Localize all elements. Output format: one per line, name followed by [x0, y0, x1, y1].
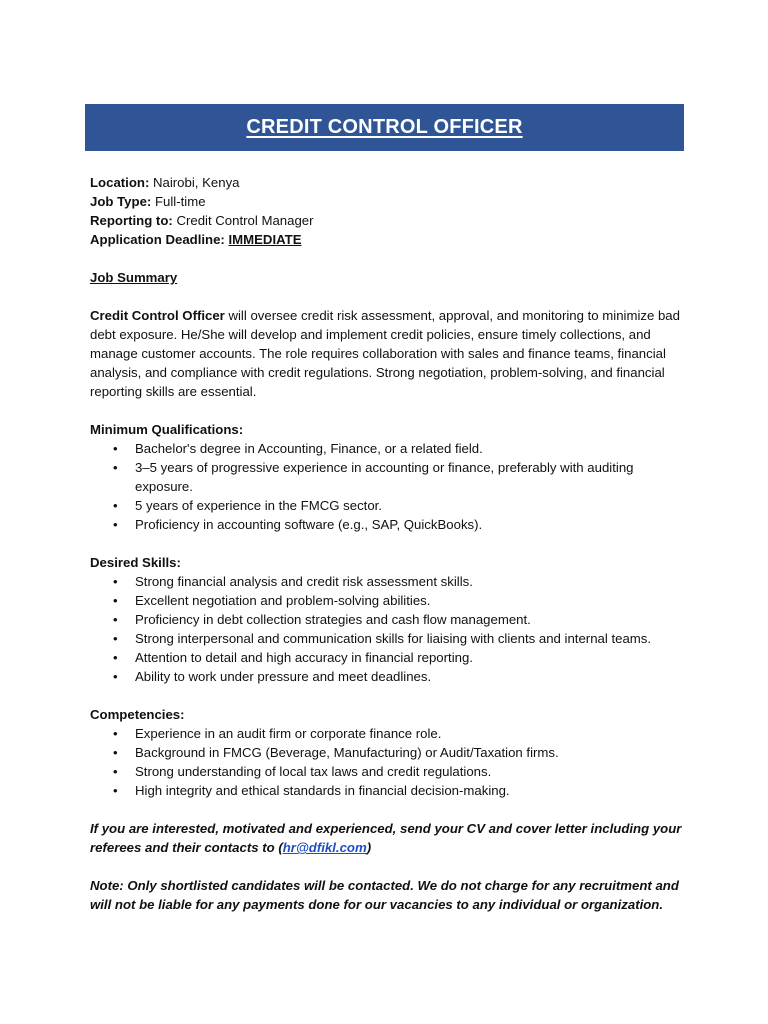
list-item: • 3–5 years of progressive experience in accounting or finance, preferably with auditing exposure. [90, 458, 690, 496]
list-item: • Experience in an audit firm or corporate finance role. [90, 724, 690, 743]
email-link[interactable]: hr@dfikl.com [282, 840, 367, 855]
list-item: • Strong interpersonal and communication skills for liaising with clients and internal teams. [90, 629, 690, 648]
list-item: • Bachelor's degree in Accounting, Finance, or a related field. [90, 439, 690, 458]
competencies-heading: Competencies: [90, 707, 185, 722]
list-item: • 5 years of experience in the FMCG sector. [90, 496, 690, 515]
list-item: • Strong understanding of local tax laws and credit regulations. [90, 762, 690, 781]
job-type-value: Full-time [151, 194, 206, 209]
list-item: • Proficiency in debt collection strategies and cash flow management. [90, 610, 690, 629]
reporting-line [90, 211, 690, 230]
list-item: • High integrity and ethical standards in financial decision-making. [90, 781, 690, 800]
reporting-value: Credit Control Manager [172, 213, 314, 228]
location-value: Nairobi, Kenya [149, 175, 240, 190]
job-type-label: Job Type: [90, 194, 152, 209]
disclaimer-note: Note: Only shortlisted candidates will be contacted. We do not charge for any recruitment and will not be liable for any payments done for our vacancies to any individual or organization. [90, 878, 679, 912]
competencies-list [90, 724, 690, 800]
apply-close: ) [366, 840, 372, 855]
summary-text: will oversee credit risk assessment, approval, and monitoring to minimize bad debt exposure. He/She will develop and implement credit policies, ensure timely collections, and manage customer accounts. The role requires collaboration with sales and finance teams, financial analysis, and compliance with credit regulations. Strong negotiation, problem-solving, and financial reporting skills are essential. [90, 308, 680, 399]
page-title: CREDIT CONTROL OFFICER [246, 116, 523, 138]
location-line [90, 173, 690, 192]
list-item: • Background in FMCG (Beverage, Manufacturing) or Audit/Taxation firms. [90, 743, 690, 762]
summary-lead: Credit Control Officer [90, 308, 225, 323]
qualifications-heading: Minimum Qualifications: [90, 422, 244, 437]
list-item: • Excellent negotiation and problem-solving abilities. [90, 591, 690, 610]
list-item: • Strong financial analysis and credit risk assessment skills. [90, 572, 690, 591]
reporting-label: Reporting to: [90, 213, 173, 228]
list-item: • Proficiency in accounting software (e.g., SAP, QuickBooks). [90, 515, 690, 534]
job-meta [90, 173, 690, 249]
skills-heading: Desired Skills: [90, 555, 181, 570]
apply-text: If you are interested, motivated and experienced, send your CV and cover letter including your referees and their contacts to ( [90, 821, 682, 855]
qualifications-list [90, 439, 690, 534]
deadline-label: Application Deadline: [90, 232, 225, 247]
title-banner [85, 104, 684, 151]
summary-paragraph [90, 306, 690, 401]
deadline-value: IMMEDIATE [228, 232, 302, 247]
location-label: Location: [90, 175, 150, 190]
job-type-line [90, 192, 690, 211]
document-body [90, 173, 690, 914]
list-item: • Attention to detail and high accuracy in financial reporting. [90, 648, 690, 667]
skills-list [90, 572, 690, 686]
deadline-line [90, 230, 690, 249]
apply-instructions [90, 819, 690, 857]
summary-heading: Job Summary [90, 270, 178, 285]
list-item: • Ability to work under pressure and meet deadlines. [90, 667, 690, 686]
